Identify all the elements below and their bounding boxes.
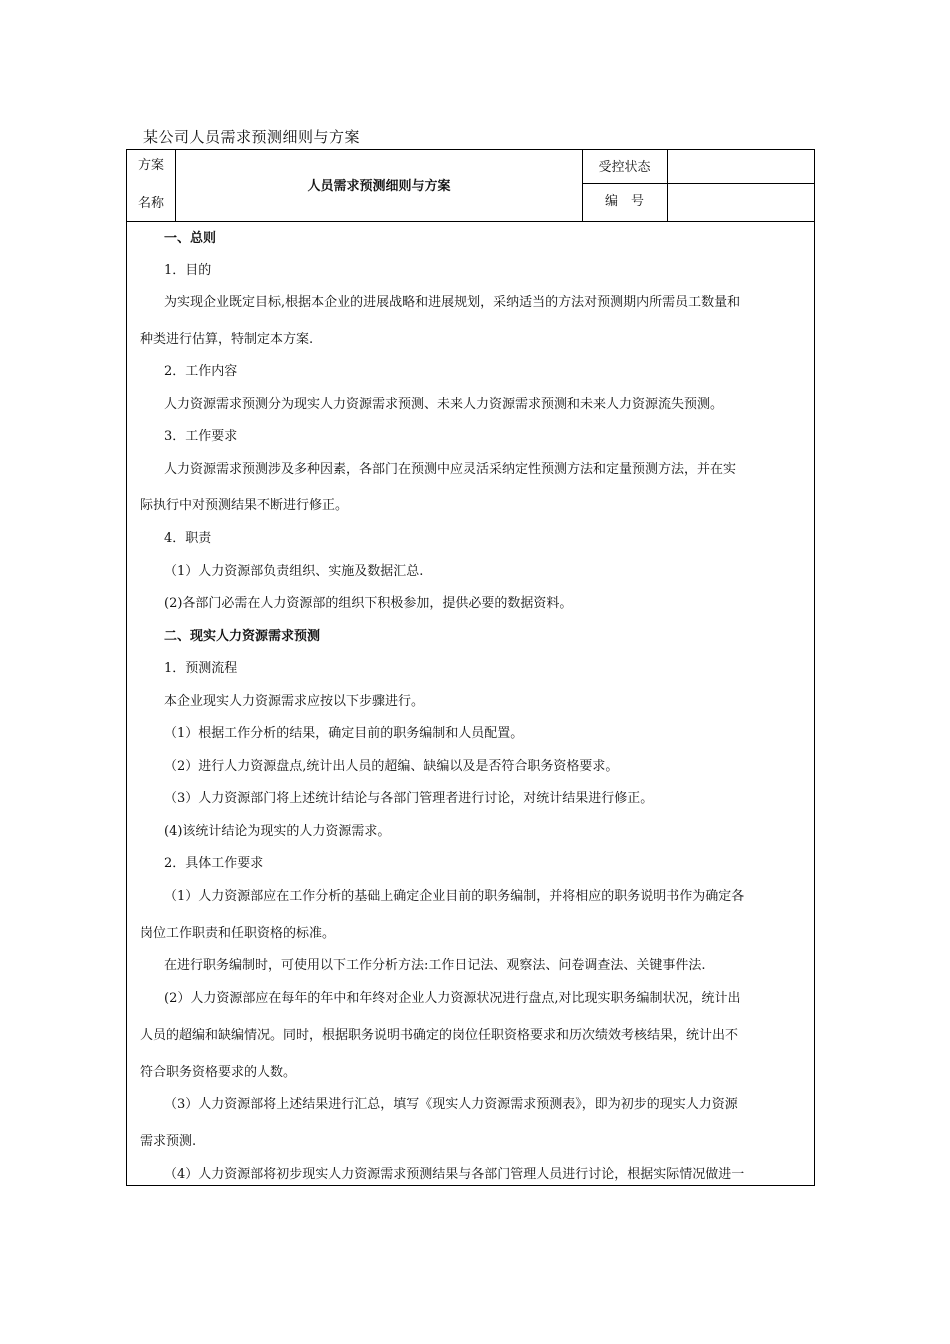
subheading: 1．预测流程 — [164, 661, 238, 676]
subheading: 2．具体工作要求 — [164, 856, 264, 871]
document-title: 某公司人员需求预测细则与方案 — [143, 128, 361, 146]
section-heading: 二、现实人力资源需求预测 — [164, 629, 321, 644]
divider — [667, 150, 668, 221]
paragraph-line: 人员的超编和缺编情况。同时，根据职务说明书确定的岗位任职资格要求和历次绩效考核结果，统计出不 — [140, 1028, 739, 1043]
label-name: 名称 — [137, 196, 164, 211]
paragraph-line: 人力资源需求预测涉及多种因素，各部门在预测中应灵活采纳定性预测方法和定量预测方法，并在实 — [164, 462, 737, 477]
paragraph-line: 需求预测. — [140, 1134, 197, 1149]
paragraph-line: （3）人力资源部门将上述统计结论与各部门管理者进行讨论，对统计结果进行修正。 — [164, 791, 654, 806]
paragraph-line: 在进行职务编制时，可使用以下工作分析方法:工作日记法、观察法、问卷调查法、关键事件法. — [164, 958, 706, 973]
paragraph-line: 符合职务资格要求的人数。 — [140, 1065, 297, 1080]
paragraph-line: (4)该统计结论为现实的人力资源需求。 — [164, 824, 391, 839]
plan-title: 人员需求预测细则与方案 — [307, 179, 451, 194]
section-heading: 一、总则 — [164, 231, 217, 246]
subheading: 2．工作内容 — [164, 364, 238, 379]
subheading: 3．工作要求 — [164, 429, 238, 444]
plan-form — [126, 149, 815, 1186]
paragraph-line: （1）人力资源部负责组织、实施及数据汇总. — [164, 564, 424, 579]
paragraph-line: 种类进行估算，特制定本方案. — [140, 332, 314, 347]
divider — [582, 183, 815, 184]
paragraph-line: （1）根据工作分析的结果，确定目前的职务编制和人员配置。 — [164, 726, 524, 741]
label-control-status: 受控状态 — [598, 160, 651, 175]
subheading: 4．职责 — [164, 531, 212, 546]
paragraph-line: 本企业现实人力资源需求应按以下步骤进行。 — [164, 694, 425, 709]
paragraph-line: 岗位工作职责和任职资格的标准。 — [140, 926, 336, 941]
paragraph-line: 人力资源需求预测分为现实人力资源需求预测、未来人力资源需求预测和未来人力资源流失预测。 — [164, 397, 724, 412]
paragraph-line: （4）人力资源部将初步现实人力资源需求预测结果与各部门管理人员进行讨论，根据实际情况做进一 — [164, 1167, 745, 1182]
paragraph-line: 际执行中对预测结果不断进行修正。 — [140, 498, 349, 513]
label-number: 编 号 — [604, 194, 644, 209]
paragraph-line: (2)各部门必需在人力资源部的组织下积极参加，提供必要的数据资料。 — [164, 596, 573, 611]
label-plan: 方案 — [137, 158, 164, 173]
paragraph-line: (2）人力资源部应在每年的年中和年终对企业人力资源状况进行盘点,对比现实职务编制状况，统计出 — [164, 991, 741, 1006]
paragraph-line: （1）人力资源部应在工作分析的基础上确定企业目前的职务编制，并将相应的职务说明书作为确定各 — [164, 889, 745, 904]
subheading: 1．目的 — [164, 263, 212, 278]
form-header — [127, 150, 814, 222]
paragraph-line: （2）进行人力资源盘点,统计出人员的超编、缺编以及是否符合职务资格要求。 — [164, 759, 619, 774]
paragraph-line: 为实现企业既定目标,根据本企业的进展战略和进展规划，采纳适当的方法对预测期内所需员工数量和 — [164, 295, 741, 310]
paragraph-line: （3）人力资源部将上述结果进行汇总，填写《现实人力资源需求预测表》，即为初步的现实人力资源 — [164, 1097, 738, 1112]
